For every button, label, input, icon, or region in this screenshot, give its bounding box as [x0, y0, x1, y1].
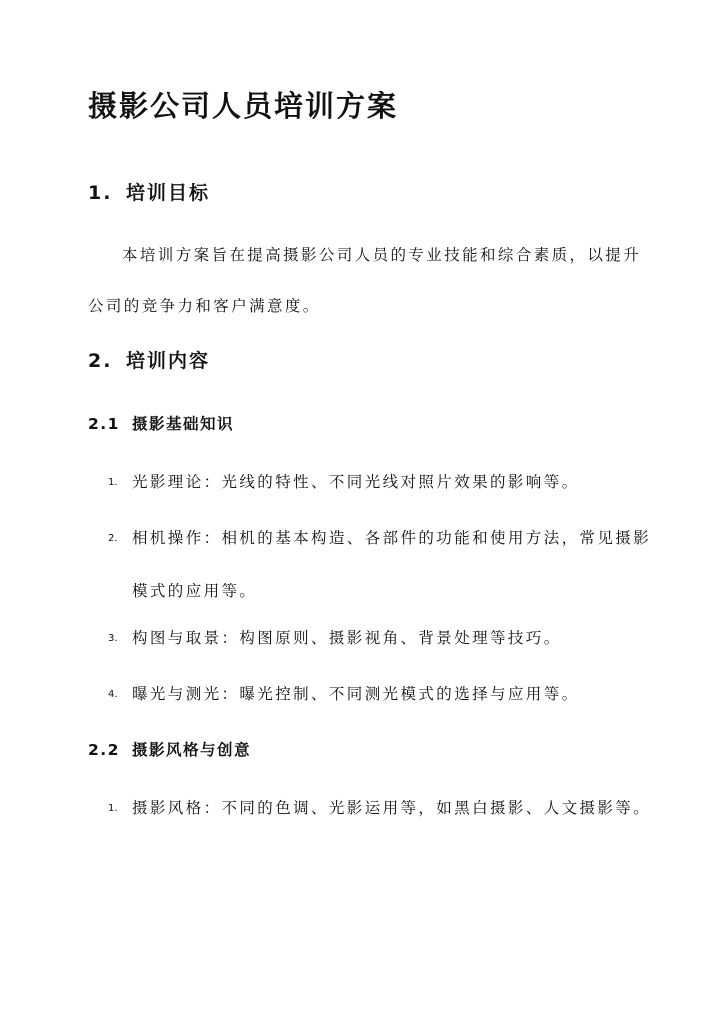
section-number: 1.: [88, 182, 113, 204]
list-marker: 1.: [108, 803, 118, 814]
list-item-text: 光影理论：光线的特性、不同光线对照片效果的影响等。: [132, 473, 580, 491]
section-heading-1: [88, 178, 210, 205]
list-marker: 3.: [108, 633, 118, 644]
list-marker: 1.: [108, 477, 118, 488]
list-item-text: 曝光与测光：曝光控制、不同测光模式的选择与应用等。: [132, 685, 580, 703]
section-title: 培训目标: [126, 182, 211, 204]
subsection-title: 摄影基础知识: [132, 415, 235, 433]
list-item: [108, 456, 652, 509]
list-item-text: 摄影风格：不同的色调、光影运用等，如黑白摄影、人文摄影等。: [132, 799, 652, 817]
subsection-heading-2-1: [88, 412, 234, 434]
list-item: [108, 512, 652, 618]
section-1-paragraph: 本培训方案旨在提高摄影公司人员的专业技能和综合素质，以提升公司的竞争力和客户满意度。: [88, 246, 642, 315]
subsection-heading-2-2: [88, 738, 251, 760]
document-title: 摄影公司人员培训方案: [88, 89, 399, 123]
subsection-number: 2.1: [88, 415, 120, 433]
list-item-text: 构图与取景：构图原则、摄影视角、背景处理等技巧。: [132, 629, 562, 647]
list-item-text: 相机操作：相机的基本构造、各部件的功能和使用方法，常见摄影模式的应用等。: [132, 529, 652, 600]
subsection-number: 2.2: [88, 741, 120, 759]
subsection-title: 摄影风格与创意: [132, 741, 252, 759]
list-marker: 4.: [108, 689, 118, 700]
list-item: [108, 612, 652, 665]
list-item: [108, 668, 652, 721]
list-item: [108, 782, 652, 835]
section-title: 培训内容: [126, 350, 211, 372]
section-heading-2: [88, 346, 210, 373]
list-marker: 2.: [108, 533, 118, 544]
section-number: 2.: [88, 350, 113, 372]
